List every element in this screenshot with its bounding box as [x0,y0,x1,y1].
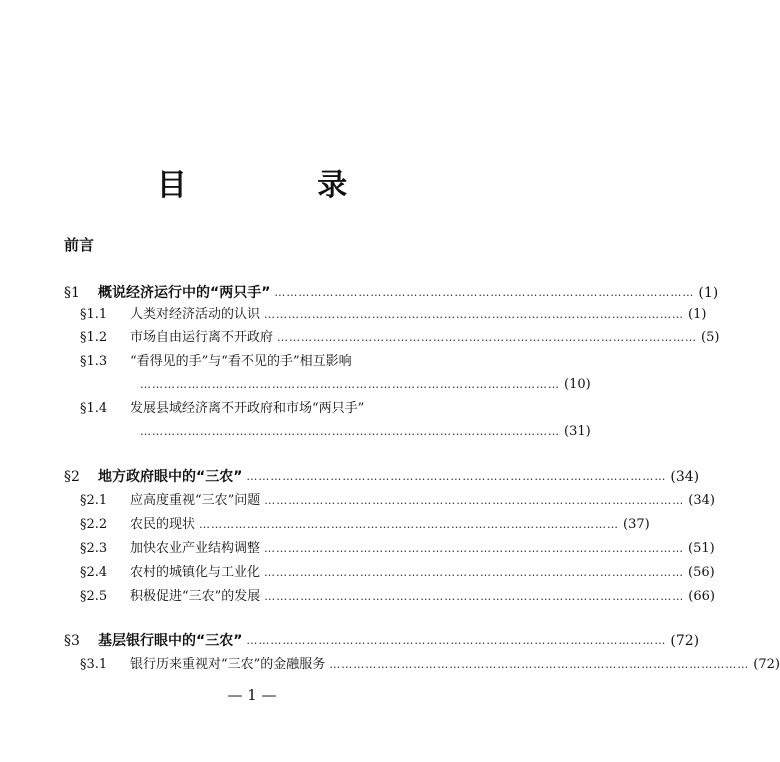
toc-title: 加快农业产业结构调整 [130,541,261,556]
toc-page: (51) [688,541,715,556]
toc-page: (56) [688,565,715,580]
toc-leader: …………………………………………………………………………………………… [140,425,560,438]
toc-title: 积极促进“三农”的发展 [130,589,261,604]
toc-section-1-3[interactable] [80,351,444,373]
toc-title: 农民的现状 [130,517,196,532]
toc-section-2-5[interactable] [80,586,715,608]
toc-page: (1) [698,285,719,301]
toc-number: §2.1 [80,493,108,508]
toc-section-1-1[interactable] [80,304,707,326]
toc-number: §1.4 [80,401,108,416]
toc-leader: …………………………………………………………………………………………… [246,470,667,483]
toc-page: (34) [670,469,700,485]
toc-leader: …………………………………………………………………………………………… [199,518,620,531]
toc-title: 基层银行眼中的“三农” [98,633,243,649]
toc-page: (72) [753,657,780,672]
toc-section-1-3-continued[interactable] [140,374,591,396]
toc-leader: …………………………………………………………………………………………… [274,286,695,299]
toc-leader: …………………………………………………………………………………………… [246,634,667,647]
toc-number: §2.2 [80,517,108,532]
toc-page: (34) [688,493,715,508]
toc-leader: …………………………………………………………………………………………… [264,590,685,603]
toc-title: 地方政府眼中的“三农” [98,469,243,485]
toc-leader: …………………………………………………………………………………………… [264,566,685,579]
toc-title: 银行历来重视对“三农”的金融服务 [130,657,326,672]
toc-page: (1) [688,307,707,322]
toc-section-2-2[interactable] [80,514,650,536]
toc-section-3-1[interactable] [80,654,780,676]
toc-leader: …………………………………………………………………………………………… [277,331,698,344]
toc-section-2-1[interactable] [80,490,715,512]
toc-section-1-2[interactable] [80,327,720,349]
toc-leader: …………………………………………………………………………………………… [264,542,685,555]
toc-section-1-4[interactable] [80,398,444,420]
toc-page: (72) [670,633,700,649]
toc-number: §3 [64,633,80,649]
toc-section-3[interactable] [64,630,700,652]
toc-title: 应高度重视“三农”问题 [130,493,261,508]
toc-number: §2 [64,469,80,485]
toc-leader: …………………………………………………………………………………………… [264,494,685,507]
toc-number: §1.3 [80,354,108,369]
toc-number: §1.1 [80,307,108,322]
toc-title: 概说经济运行中的“两只手” [98,285,271,301]
toc-page: (31) [564,424,591,439]
toc-page: (10) [564,377,591,392]
toc-number: §1.2 [80,330,108,345]
preface-heading: 前言 [64,236,95,254]
toc-number: §1 [64,285,80,301]
toc-page: (5) [701,330,720,345]
toc-title: 农村的城镇化与工业化 [130,565,261,580]
toc-section-1[interactable] [64,282,719,304]
toc-section-2[interactable] [64,466,700,488]
toc-page: (66) [688,589,715,604]
toc-leader: …………………………………………………………………………………………… [329,658,750,671]
toc-number: §2.4 [80,565,108,580]
toc-leader: …………………………………………………………………………………………… [264,308,685,321]
toc-title: 人类对经济活动的认识 [130,307,261,322]
toc-section-2-4[interactable] [80,562,715,584]
toc-title: “看得见的手”与“看不见的手”相互影响 [130,354,352,369]
page-number: — 1 — [227,686,277,704]
page-title: 目 录 [156,168,408,203]
toc-title: 发展县域经济离不开政府和市场“两只手” [130,401,365,416]
toc-number: §2.5 [80,589,108,604]
toc-title: 市场自由运行离不开政府 [130,330,274,345]
toc-page: (37) [623,517,650,532]
toc-number: §2.3 [80,541,108,556]
toc-section-1-4-continued[interactable] [140,421,591,443]
toc-leader: …………………………………………………………………………………………… [140,378,560,391]
toc-number: §3.1 [80,657,108,672]
toc-section-2-3[interactable] [80,538,715,560]
